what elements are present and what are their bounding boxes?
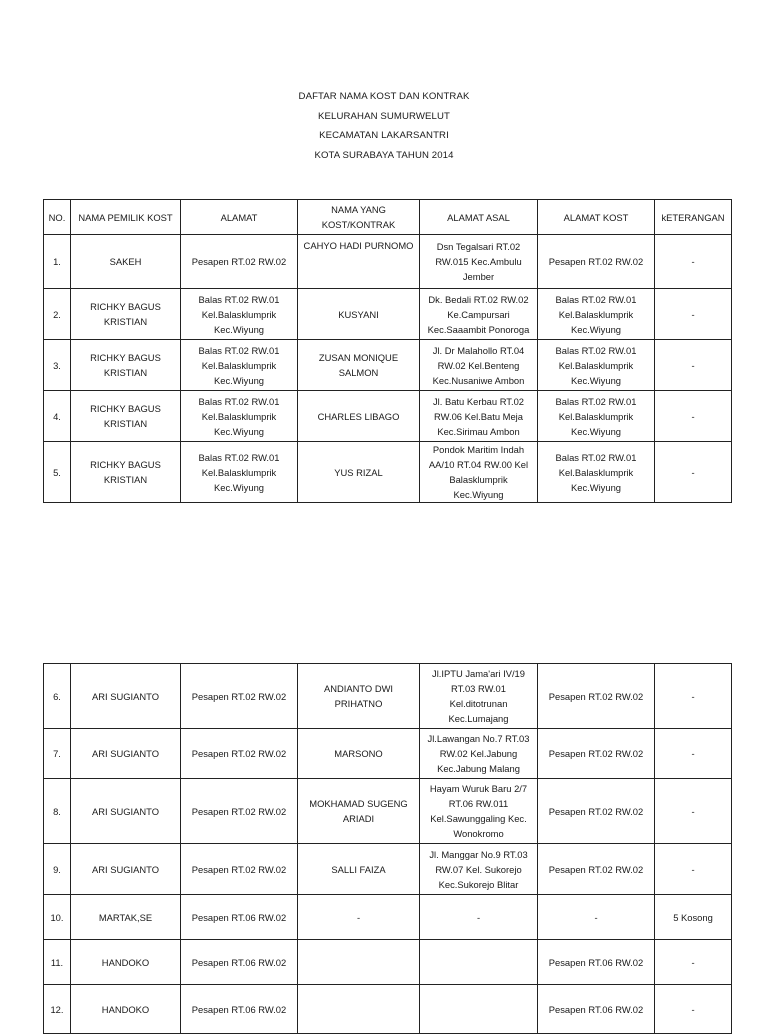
cell-origin (420, 985, 538, 1034)
cell-tenant: MARSONO (298, 729, 420, 779)
cell-origin: Jl. Manggar No.9 RT.03 RW.07 Kel. Sukorejo Kec.Sukorejo Blitar (420, 844, 538, 895)
cell-owner: HANDOKO (71, 985, 181, 1034)
header-kost-address: ALAMAT KOST (538, 200, 655, 235)
cell-kost-address: Pesapen RT.02 RW.02 (538, 729, 655, 779)
cell-owner: RICHKY BAGUS KRISTIAN (71, 289, 181, 340)
cell-note: - (655, 985, 732, 1034)
cell-kost-address: Balas RT.02 RW.01 Kel.Balasklumprik Kec.Wiyung (538, 340, 655, 391)
cell-owner: ARI SUGIANTO (71, 664, 181, 729)
cell-tenant: CAHYO HADI PURNOMO (298, 235, 420, 289)
cell-note: - (655, 235, 732, 289)
header-tenant: NAMA YANG KOST/KONTRAK (298, 200, 420, 235)
cell-kost-address: Pesapen RT.02 RW.02 (538, 664, 655, 729)
table-row (44, 442, 732, 503)
table-row (44, 985, 732, 1034)
cell-kost-address: Pesapen RT.06 RW.02 (538, 940, 655, 985)
cell-tenant: SALLI FAIZA (298, 844, 420, 895)
title-line-2: KELURAHAN SUMURWELUT (318, 110, 450, 122)
table-row (44, 340, 732, 391)
table-row (44, 289, 732, 340)
cell-kost-address: Pesapen RT.02 RW.02 (538, 235, 655, 289)
table-row (44, 235, 732, 289)
cell-tenant: ANDIANTO DWI PRIHATNO (298, 664, 420, 729)
cell-address: Pesapen RT.02 RW.02 (181, 779, 298, 844)
cell-origin: Jl.Lawangan No.7 RT.03 RW.02 Kel.Jabung Kec.Jabung Malang (420, 729, 538, 779)
table-row (44, 940, 732, 985)
cell-address: Pesapen RT.02 RW.02 (181, 844, 298, 895)
cell-tenant (298, 985, 420, 1034)
cell-owner: SAKEH (71, 235, 181, 289)
cell-tenant: - (298, 895, 420, 940)
cell-note: - (655, 844, 732, 895)
title-line-1: DAFTAR NAMA KOST DAN KONTRAK (298, 91, 470, 102)
cell-origin: - (420, 895, 538, 940)
cell-no: 6. (44, 664, 71, 729)
cell-address: Pesapen RT.02 RW.02 (181, 729, 298, 779)
cell-origin: Dsn Tegalsari RT.02 RW.015 Kec.Ambulu Jember (420, 235, 538, 289)
cell-note: - (655, 391, 732, 442)
cell-kost-address: Pesapen RT.02 RW.02 (538, 844, 655, 895)
cell-address: Pesapen RT.06 RW.02 (181, 940, 298, 985)
cell-owner: RICHKY BAGUS KRISTIAN (71, 442, 181, 503)
cell-owner: ARI SUGIANTO (71, 844, 181, 895)
cell-owner: RICHKY BAGUS KRISTIAN (71, 340, 181, 391)
cell-no: 3. (44, 340, 71, 391)
cell-no: 10. (44, 895, 71, 940)
cell-note: - (655, 289, 732, 340)
cell-origin: Pondok Maritim Indah AA/10 RT.04 RW.00 Kel Balasklumprik Kec.Wiyung (420, 442, 538, 503)
cell-owner: HANDOKO (71, 940, 181, 985)
cell-address: Pesapen RT.06 RW.02 (181, 895, 298, 940)
cell-note: 5 Kosong (655, 895, 732, 940)
cell-no: 12. (44, 985, 71, 1034)
header-no: NO. (44, 200, 71, 235)
table-row (44, 664, 732, 729)
cell-owner: ARI SUGIANTO (71, 779, 181, 844)
cell-no: 11. (44, 940, 71, 985)
cell-address: Balas RT.02 RW.01 Kel.Balasklumprik Kec.Wiyung (181, 442, 298, 503)
cell-kost-address: Balas RT.02 RW.01 Kel.Balasklumprik Kec.Wiyung (538, 289, 655, 340)
table-row (44, 779, 732, 844)
table-row (44, 844, 732, 895)
cell-address: Balas RT.02 RW.01 Kel.Balasklumprik Kec.Wiyung (181, 289, 298, 340)
cell-note: - (655, 779, 732, 844)
kost-table-2 (43, 663, 732, 1034)
cell-origin: Jl.IPTU Jama'ari IV/19 RT.03 RW.01 Kel.ditotrunan Kec.Lumajang (420, 664, 538, 729)
kost-table-1 (43, 199, 732, 503)
cell-kost-address: Pesapen RT.02 RW.02 (538, 779, 655, 844)
document-title (0, 87, 768, 165)
table-row (44, 729, 732, 779)
cell-tenant: ZUSAN MONIQUE SALMON (298, 340, 420, 391)
cell-origin (420, 940, 538, 985)
cell-origin: Jl. Dr Malahollo RT.04 RW.02 Kel.Benteng Kec.Nusaniwe Ambon (420, 340, 538, 391)
cell-address: Balas RT.02 RW.01 Kel.Balasklumprik Kec.Wiyung (181, 391, 298, 442)
cell-tenant (298, 940, 420, 985)
cell-note: - (655, 664, 732, 729)
title-line-4: KOTA SURABAYA TAHUN 2014 (314, 149, 454, 161)
cell-address: Pesapen RT.06 RW.02 (181, 985, 298, 1034)
cell-no: 1. (44, 235, 71, 289)
cell-origin: Hayam Wuruk Baru 2/7 RT.06 RW.011 Kel.Sawunggaling Kec. Wonokromo (420, 779, 538, 844)
cell-tenant: MOKHAMAD SUGENG ARIADI (298, 779, 420, 844)
cell-kost-address: Balas RT.02 RW.01 Kel.Balasklumprik Kec.Wiyung (538, 442, 655, 503)
cell-note: - (655, 729, 732, 779)
cell-tenant: CHARLES LIBAGO (298, 391, 420, 442)
cell-address: Balas RT.02 RW.01 Kel.Balasklumprik Kec.Wiyung (181, 340, 298, 391)
header-owner: NAMA PEMILIK KOST (71, 200, 181, 235)
header-origin: ALAMAT ASAL (420, 200, 538, 235)
cell-owner: ARI SUGIANTO (71, 729, 181, 779)
cell-address: Pesapen RT.02 RW.02 (181, 664, 298, 729)
cell-no: 4. (44, 391, 71, 442)
cell-owner: RICHKY BAGUS KRISTIAN (71, 391, 181, 442)
cell-no: 5. (44, 442, 71, 503)
cell-note: - (655, 340, 732, 391)
cell-address: Pesapen RT.02 RW.02 (181, 235, 298, 289)
table-row (44, 895, 732, 940)
table-row (44, 391, 732, 442)
header-note: kETERANGAN (655, 200, 732, 235)
cell-no: 2. (44, 289, 71, 340)
header-address: ALAMAT (181, 200, 298, 235)
cell-tenant: YUS RIZAL (298, 442, 420, 503)
table-header-row (44, 200, 732, 235)
cell-kost-address: Pesapen RT.06 RW.02 (538, 985, 655, 1034)
cell-no: 7. (44, 729, 71, 779)
cell-tenant: KUSYANI (298, 289, 420, 340)
cell-kost-address: - (538, 895, 655, 940)
cell-note: - (655, 442, 732, 503)
cell-kost-address: Balas RT.02 RW.01 Kel.Balasklumprik Kec.Wiyung (538, 391, 655, 442)
cell-owner: MARTAK,SE (71, 895, 181, 940)
cell-no: 9. (44, 844, 71, 895)
cell-note: - (655, 940, 732, 985)
cell-origin: Jl. Batu Kerbau RT.02 RW.06 Kel.Batu Meja Kec.Sirimau Ambon (420, 391, 538, 442)
title-line-3: KECAMATAN LAKARSANTRI (319, 130, 449, 141)
cell-no: 8. (44, 779, 71, 844)
cell-origin: Dk. Bedali RT.02 RW.02 Ke.Campursari Kec.Saaambit Ponoroga (420, 289, 538, 340)
